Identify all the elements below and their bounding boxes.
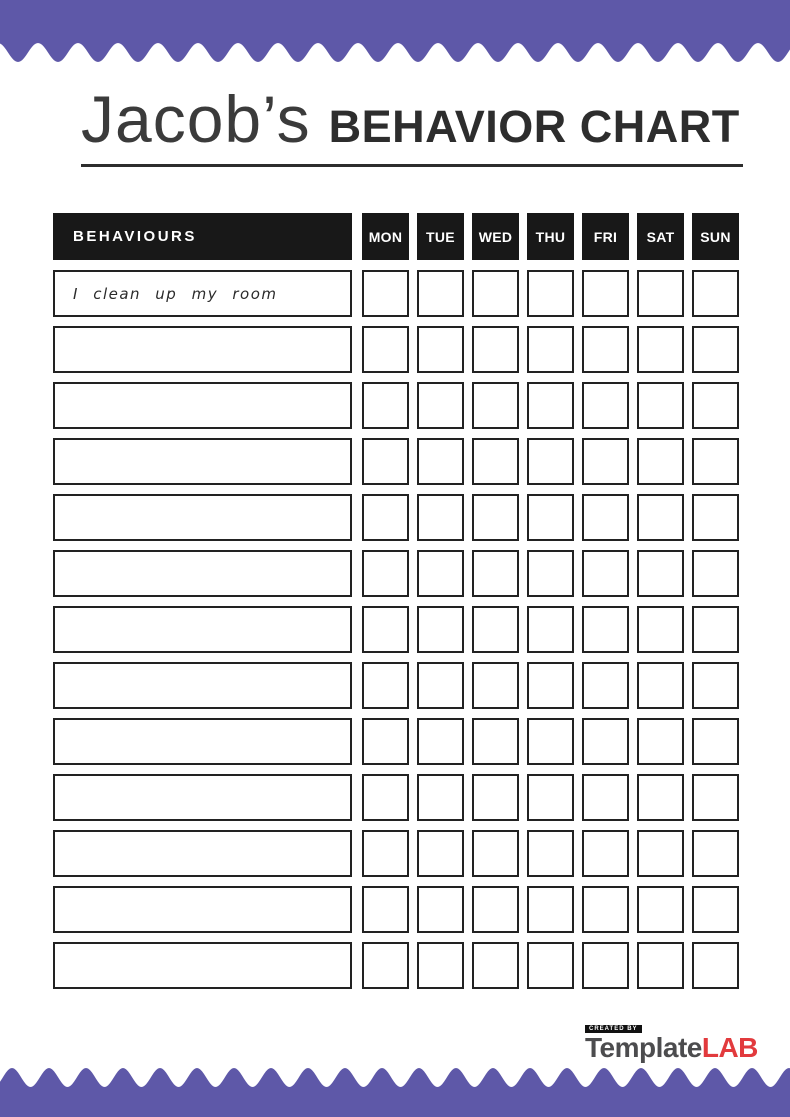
checkbox-cell[interactable] xyxy=(362,662,409,709)
checkbox-cell[interactable] xyxy=(417,382,464,429)
checkbox-cell[interactable] xyxy=(582,494,629,541)
templatelab-logo xyxy=(585,1018,758,1062)
checkbox-cell[interactable] xyxy=(472,942,519,989)
checkbox-cell[interactable] xyxy=(692,550,739,597)
checkbox-cell[interactable] xyxy=(527,550,574,597)
day-checkboxes xyxy=(362,494,739,541)
behaviour-cell[interactable] xyxy=(53,942,352,989)
checkbox-cell[interactable] xyxy=(582,606,629,653)
checkbox-cell[interactable] xyxy=(637,606,684,653)
table-row xyxy=(53,942,739,989)
day-checkboxes xyxy=(362,774,739,821)
checkbox-cell[interactable] xyxy=(417,942,464,989)
checkbox-cell[interactable] xyxy=(472,382,519,429)
behaviour-cell[interactable] xyxy=(53,830,352,877)
checkbox-cell[interactable] xyxy=(417,718,464,765)
table-row xyxy=(53,382,739,429)
day-column-header: FRI xyxy=(582,213,629,260)
day-checkboxes xyxy=(362,718,739,765)
checkbox-cell[interactable] xyxy=(527,326,574,373)
checkbox-cell[interactable] xyxy=(692,662,739,709)
checkbox-cell[interactable] xyxy=(692,830,739,877)
behaviour-cell[interactable] xyxy=(53,494,352,541)
checkbox-cell[interactable] xyxy=(472,662,519,709)
table-row xyxy=(53,830,739,877)
day-checkboxes xyxy=(362,606,739,653)
checkbox-cell[interactable] xyxy=(692,718,739,765)
checkbox-cell[interactable] xyxy=(527,438,574,485)
checkbox-cell[interactable] xyxy=(417,830,464,877)
checkbox-cell[interactable] xyxy=(637,438,684,485)
checkbox-cell[interactable] xyxy=(417,270,464,317)
table-body xyxy=(53,270,739,989)
checkbox-cell[interactable] xyxy=(582,326,629,373)
checkbox-cell[interactable] xyxy=(362,606,409,653)
day-headers xyxy=(362,213,739,260)
table-row xyxy=(53,886,739,933)
checkbox-cell[interactable] xyxy=(527,942,574,989)
checkbox-cell[interactable] xyxy=(527,718,574,765)
checkbox-cell[interactable] xyxy=(692,886,739,933)
bottom-wavy-banner xyxy=(0,1065,790,1117)
behaviour-cell[interactable]: I clean up my room xyxy=(53,270,352,317)
behaviour-cell[interactable] xyxy=(53,606,352,653)
table-row xyxy=(53,270,739,317)
table-row xyxy=(53,438,739,485)
checkbox-cell[interactable] xyxy=(637,550,684,597)
checkbox-cell[interactable] xyxy=(472,718,519,765)
checkbox-cell[interactable] xyxy=(637,270,684,317)
checkbox-cell[interactable] xyxy=(417,438,464,485)
checkbox-cell[interactable] xyxy=(637,774,684,821)
checkbox-cell[interactable] xyxy=(472,326,519,373)
checkbox-cell[interactable] xyxy=(362,438,409,485)
checkbox-cell[interactable] xyxy=(692,382,739,429)
behaviour-cell[interactable] xyxy=(53,438,352,485)
checkbox-cell[interactable] xyxy=(362,830,409,877)
created-by-badge: CREATED BY xyxy=(585,1025,642,1033)
day-checkboxes xyxy=(362,550,739,597)
day-checkboxes xyxy=(362,662,739,709)
child-name: Jacob’s xyxy=(81,82,311,156)
day-column-header: SAT xyxy=(637,213,684,260)
checkbox-cell[interactable] xyxy=(582,830,629,877)
checkbox-cell[interactable] xyxy=(417,326,464,373)
checkbox-cell[interactable] xyxy=(417,774,464,821)
checkbox-cell[interactable] xyxy=(362,494,409,541)
checkbox-cell[interactable] xyxy=(362,942,409,989)
bottom-wave-shape xyxy=(0,1068,790,1117)
checkbox-cell[interactable] xyxy=(692,606,739,653)
top-wavy-banner xyxy=(0,0,790,63)
day-checkboxes xyxy=(362,326,739,373)
checkbox-cell[interactable] xyxy=(637,718,684,765)
table-row xyxy=(53,606,739,653)
checkbox-cell[interactable] xyxy=(362,886,409,933)
title-text: BEHAVIOR CHART xyxy=(328,101,740,152)
day-column-header: MON xyxy=(362,213,409,260)
day-checkboxes xyxy=(362,438,739,485)
behaviour-cell[interactable] xyxy=(53,550,352,597)
checkbox-cell[interactable] xyxy=(582,718,629,765)
behaviours-column-header: BEHAVIOURS xyxy=(53,213,352,260)
checkbox-cell[interactable] xyxy=(472,774,519,821)
checkbox-cell[interactable] xyxy=(582,382,629,429)
table-row xyxy=(53,326,739,373)
checkbox-cell[interactable] xyxy=(362,550,409,597)
checkbox-cell[interactable] xyxy=(637,942,684,989)
table-header-row xyxy=(53,213,739,260)
checkbox-cell[interactable] xyxy=(582,774,629,821)
checkbox-cell[interactable] xyxy=(692,270,739,317)
checkbox-cell[interactable] xyxy=(472,494,519,541)
checkbox-cell[interactable] xyxy=(472,830,519,877)
checkbox-cell[interactable] xyxy=(637,382,684,429)
brand-wordmark xyxy=(585,1034,758,1062)
brand-lab-text: LAB xyxy=(701,1032,758,1063)
checkbox-cell[interactable] xyxy=(527,606,574,653)
checkbox-cell[interactable] xyxy=(362,382,409,429)
checkbox-cell[interactable] xyxy=(527,270,574,317)
checkbox-cell[interactable] xyxy=(692,326,739,373)
checkbox-cell[interactable] xyxy=(582,270,629,317)
checkbox-cell[interactable] xyxy=(527,382,574,429)
behaviour-cell[interactable] xyxy=(53,774,352,821)
checkbox-cell[interactable] xyxy=(582,942,629,989)
checkbox-cell[interactable] xyxy=(527,830,574,877)
checkbox-cell[interactable] xyxy=(362,326,409,373)
checkbox-cell[interactable] xyxy=(582,662,629,709)
table-row xyxy=(53,494,739,541)
checkbox-cell[interactable] xyxy=(692,494,739,541)
checkbox-cell[interactable] xyxy=(417,662,464,709)
checkbox-cell[interactable] xyxy=(417,494,464,541)
checkbox-cell[interactable] xyxy=(637,830,684,877)
table-row xyxy=(53,662,739,709)
checkbox-cell[interactable] xyxy=(417,606,464,653)
behaviour-cell[interactable] xyxy=(53,382,352,429)
checkbox-cell[interactable] xyxy=(527,886,574,933)
behaviour-cell[interactable] xyxy=(53,718,352,765)
brand-template-text: Template xyxy=(585,1032,702,1063)
checkbox-cell[interactable] xyxy=(527,494,574,541)
checkbox-cell[interactable] xyxy=(472,438,519,485)
day-checkboxes xyxy=(362,886,739,933)
checkbox-cell[interactable] xyxy=(472,550,519,597)
checkbox-cell[interactable] xyxy=(472,606,519,653)
table-row xyxy=(53,550,739,597)
day-column-header: SUN xyxy=(692,213,739,260)
day-checkboxes xyxy=(362,270,739,317)
table-row xyxy=(53,774,739,821)
checkbox-cell[interactable] xyxy=(527,774,574,821)
behavior-chart-table xyxy=(53,213,739,989)
behaviour-cell[interactable] xyxy=(53,326,352,373)
checkbox-cell[interactable] xyxy=(362,774,409,821)
checkbox-cell[interactable] xyxy=(582,886,629,933)
checkbox-cell[interactable] xyxy=(417,886,464,933)
page-title xyxy=(81,82,743,167)
behaviour-cell[interactable] xyxy=(53,886,352,933)
day-checkboxes xyxy=(362,382,739,429)
checkbox-cell[interactable] xyxy=(417,550,464,597)
table-row xyxy=(53,718,739,765)
checkbox-cell[interactable] xyxy=(362,270,409,317)
behaviour-cell[interactable] xyxy=(53,662,352,709)
day-column-header: THU xyxy=(527,213,574,260)
top-wave-shape xyxy=(0,0,790,62)
checkbox-cell[interactable] xyxy=(527,662,574,709)
checkbox-cell[interactable] xyxy=(637,494,684,541)
checkbox-cell[interactable] xyxy=(692,438,739,485)
checkbox-cell[interactable] xyxy=(472,886,519,933)
checkbox-cell[interactable] xyxy=(637,662,684,709)
checkbox-cell[interactable] xyxy=(362,718,409,765)
day-column-header: WED xyxy=(472,213,519,260)
checkbox-cell[interactable] xyxy=(582,438,629,485)
checkbox-cell[interactable] xyxy=(692,774,739,821)
day-checkboxes xyxy=(362,942,739,989)
checkbox-cell[interactable] xyxy=(637,326,684,373)
day-column-header: TUE xyxy=(417,213,464,260)
day-checkboxes xyxy=(362,830,739,877)
checkbox-cell[interactable] xyxy=(692,942,739,989)
checkbox-cell[interactable] xyxy=(637,886,684,933)
checkbox-cell[interactable] xyxy=(472,270,519,317)
checkbox-cell[interactable] xyxy=(582,550,629,597)
